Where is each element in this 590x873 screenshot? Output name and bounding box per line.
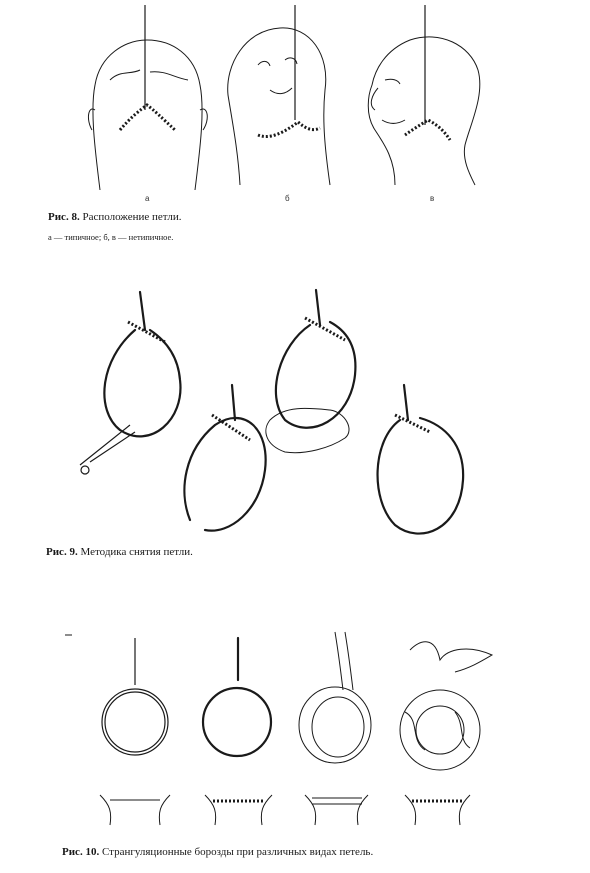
figure-9-illustrations xyxy=(80,290,463,534)
figure-8-label-v: в xyxy=(430,194,435,203)
figure-8-caption-number: Рис. 8. xyxy=(48,211,80,223)
noose-soft-fabric xyxy=(400,642,492,825)
figure-9-caption-text: Методика снятия петли. xyxy=(80,546,193,558)
figure-10-caption xyxy=(62,846,373,858)
head-back-view xyxy=(88,5,207,190)
loop-with-tag xyxy=(266,290,356,453)
loop-cut-with-scissors xyxy=(80,292,180,474)
noose-twisted-rope xyxy=(203,638,272,825)
head-profile-view xyxy=(368,5,480,185)
figure-8-caption-text: Расположение петли. xyxy=(82,211,182,223)
loop-opened xyxy=(184,385,265,531)
figure-8-illustrations xyxy=(88,5,479,190)
figure-9-caption xyxy=(46,546,193,558)
figure-9-caption-number: Рис. 9. xyxy=(46,546,78,558)
figure-10-caption-text: Странгуляционные борозды при различных видах петель. xyxy=(101,846,374,858)
figure-8-subcaption: а — типичное; б, в — нетипичное. xyxy=(48,232,174,242)
figure-10-caption-number: Рис. 10. xyxy=(62,846,100,858)
figure-8-caption xyxy=(48,211,181,223)
loop-removed xyxy=(378,385,464,534)
head-face-up-view xyxy=(228,5,330,185)
noose-thin-cord xyxy=(100,638,170,825)
figure-8-label-b: б xyxy=(285,194,290,203)
figure-10-illustrations xyxy=(65,632,492,825)
noose-belt xyxy=(299,632,371,825)
figure-8-label-a: а xyxy=(145,194,150,203)
